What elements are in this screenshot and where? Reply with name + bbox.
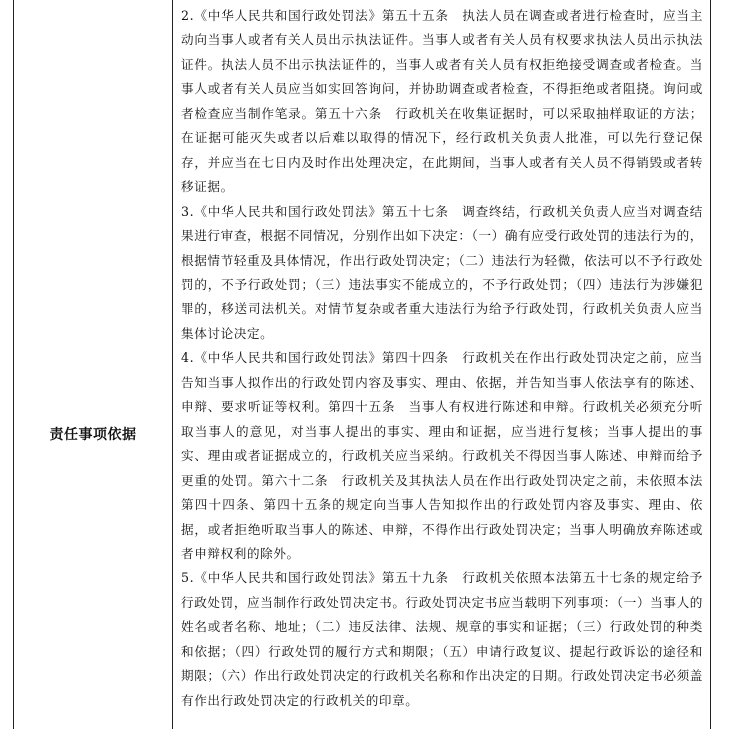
- paragraph-item-4: 4.《中华人民共和国行政处罚法》第四十四条 行政机关在作出行政处罚决定之前，应当告知当事人拟作出的行政处罚内容及事实、理由、依据，并告知当事人依法享有的陈述、申辩、要求听证等权利。第四十五条 当事人有权进行陈述和申辩。行政机关必须充分听取当事人的意见，对当事人提出的事实、理由和证据，应当进行复核；当事人提出的事实、理由或者证据成立的，行政机关应当采纳。行政机关不得因当事人陈述、申辩而给予更重的处罚。第六十二条 行政机关及其执法人员在作出行政处罚决定之前，未依照本法第四十四条、第四十五条的规定向当事人告知拟作出的行政处罚内容及事实、理由、依据，或者拒绝听取当事人的陈述、申辩，不得作出行政处罚决定；当事人明确放弃陈述或者申辩权利的除外。: [181, 350, 703, 561]
- row-label: 责任事项依据: [49, 427, 137, 443]
- table-column-divider: [172, 0, 173, 729]
- row-content-cell: [181, 4, 703, 713]
- paragraph-item-2: 2.《中华人民共和国行政处罚法》第五十五条 执法人员在调查或者进行检查时，应当主动向当事人或者有关人员出示执法证件。当事人或者有关人员有权要求执法人员出示执法证件。执法人员不出示执法证件的，当事人或者有关人员有权拒绝接受调查或者检查。当事人或者有关人员应当如实回答询问，并协助调查或者检查，不得拒绝或者阻挠。询问或者检查应当制作笔录。第五十六条 行政机关在收集证据时，可以采取抽样取证的方法；在证据可能灭失或者以后难以取得的情况下，经行政机关负责人批准，可以先行登记保存，并应当在七日内及时作出处理决定，在此期间，当事人或者有关人员不得销毁或者转移证据。: [181, 8, 703, 195]
- paragraph-item-5: 5.《中华人民共和国行政处罚法》第五十九条 行政机关依照本法第五十七条的规定给予行政处罚，应当制作行政处罚决定书。行政处罚决定书应当载明下列事项：（一）当事人的姓名或者名称、地址；（二）违反法律、法规、规章的事实和证据；（三）行政处罚的种类和依据；（四）行政处罚的履行方式和期限；（五）申请行政复议、提起行政诉讼的途径和期限；（六）作出行政处罚决定的行政机关名称和作出决定的日期。行政处罚决定书必须盖有作出行政处罚决定的行政机关的印章。: [181, 570, 703, 708]
- table-border-right: [710, 0, 711, 729]
- paragraph-item-3: 3.《中华人民共和国行政处罚法》第五十七条 调查终结，行政机关负责人应当对调查结果进行审查，根据不同情况，分别作出如下决定：（一）确有应受行政处罚的违法行为的，根据情节轻重及具体情况，作出行政处罚决定；（二）违法行为轻微，依法可以不予行政处罚的，不予行政处罚；（三）违法事实不能成立的，不予行政处罚；（四）违法行为涉嫌犯罪的，移送司法机关。对情节复杂或者重大违法行为给予行政处罚，行政机关负责人应当集体讨论决定。: [181, 203, 703, 341]
- row-label-cell: [14, 0, 172, 729]
